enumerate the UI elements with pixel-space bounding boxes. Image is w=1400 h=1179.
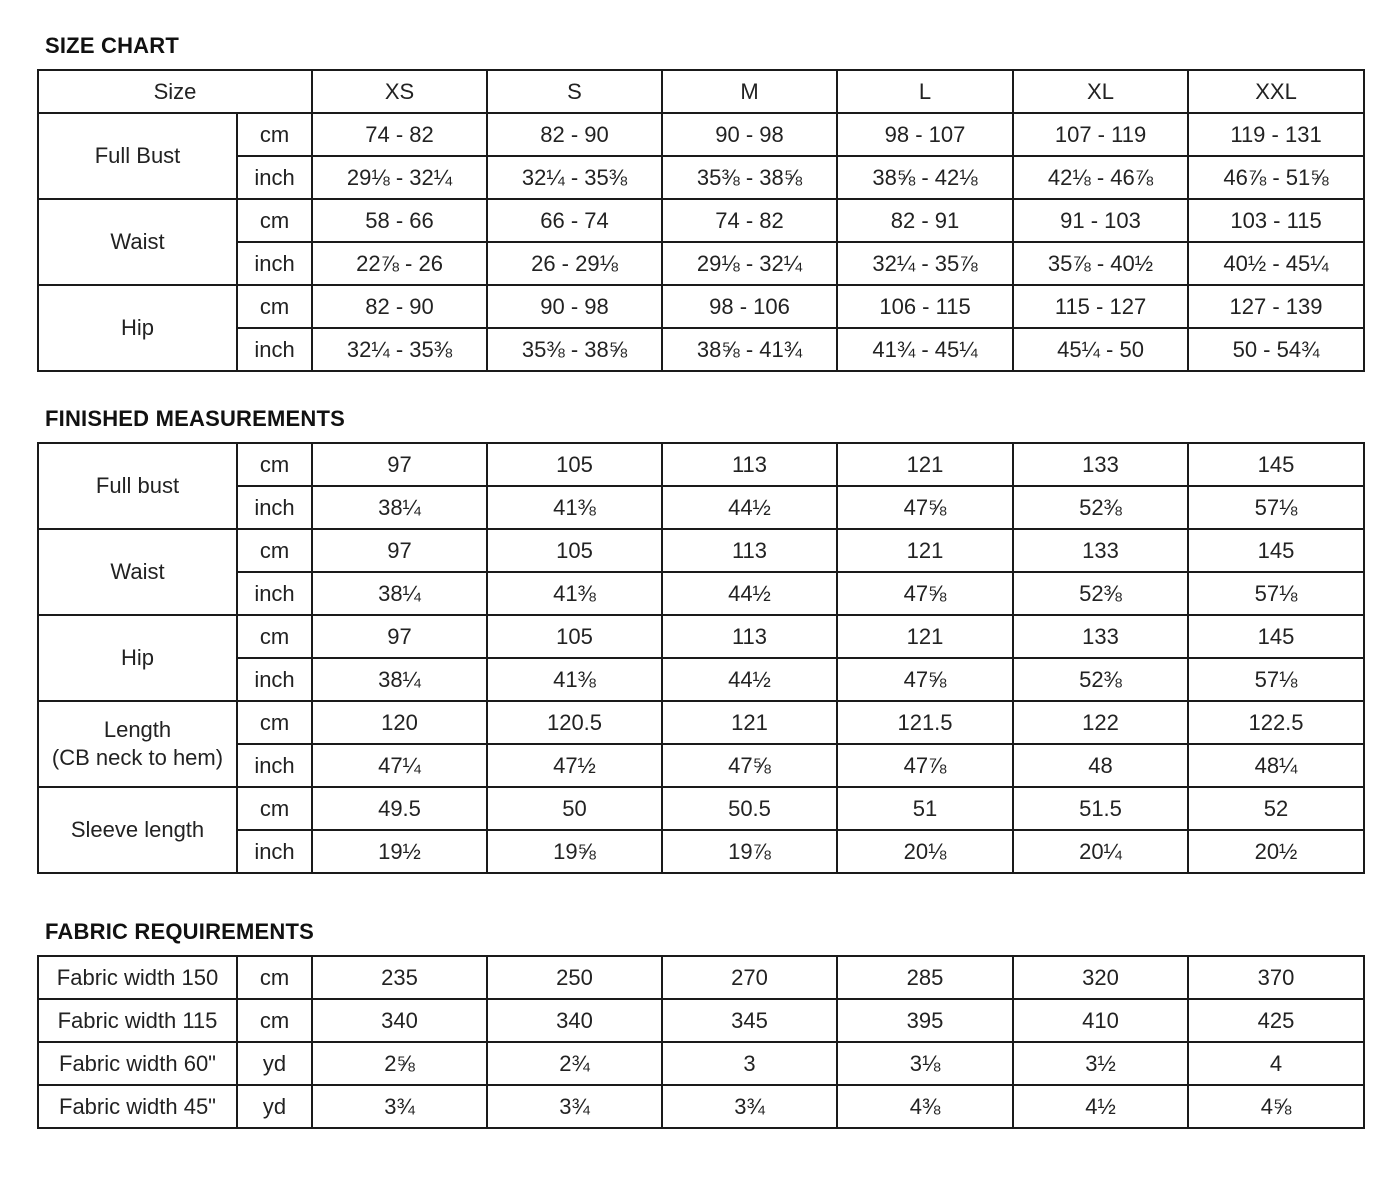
value-cell: 103 - 115	[1188, 199, 1364, 242]
value-cell: 50 - 54¾	[1188, 328, 1364, 371]
table-row	[38, 658, 1364, 701]
value-cell: 410	[1013, 999, 1188, 1042]
value-cell: 41⅜	[487, 572, 662, 615]
value-cell: 47¼	[312, 744, 487, 787]
unit-cell: inch	[237, 328, 312, 371]
size-column-header: S	[487, 70, 662, 113]
value-cell: 48¼	[1188, 744, 1364, 787]
table-row	[38, 830, 1364, 873]
value-cell: 3¾	[662, 1085, 837, 1128]
measurement-label-text: Full bust	[95, 473, 180, 498]
table-row	[38, 529, 1364, 572]
value-cell: 19½	[312, 830, 487, 873]
table-row	[38, 787, 1364, 830]
table-row	[38, 199, 1364, 242]
value-cell: 121	[837, 529, 1013, 572]
measurement-label-text: Full Bust	[94, 143, 181, 168]
value-cell: 425	[1188, 999, 1364, 1042]
value-cell: 26 - 29⅛	[487, 242, 662, 285]
value-cell: 52⅜	[1013, 572, 1188, 615]
value-cell: 145	[1188, 443, 1364, 486]
value-cell: 58 - 66	[312, 199, 487, 242]
value-cell: 47⅝	[837, 486, 1013, 529]
value-cell: 38¼	[312, 658, 487, 701]
value-cell: 32¼ - 35⅞	[837, 242, 1013, 285]
value-cell: 285	[837, 956, 1013, 999]
value-cell: 19⅞	[662, 830, 837, 873]
value-cell: 20⅛	[837, 830, 1013, 873]
value-cell: 51	[837, 787, 1013, 830]
value-cell: 40½ - 45¼	[1188, 242, 1364, 285]
table-row	[38, 156, 1364, 199]
table-row	[38, 999, 1364, 1042]
value-cell: 20¼	[1013, 830, 1188, 873]
value-cell: 370	[1188, 956, 1364, 999]
fabric-requirements-heading: FABRIC REQUIREMENTS	[45, 919, 315, 944]
value-cell: 57⅛	[1188, 486, 1364, 529]
unit-cell: cm	[237, 615, 312, 658]
size-column-header: XL	[1013, 70, 1188, 113]
table-row	[38, 486, 1364, 529]
value-cell: 3	[662, 1042, 837, 1085]
value-cell: 32¼ - 35⅜	[487, 156, 662, 199]
value-cell: 115 - 127	[1013, 285, 1188, 328]
table-row	[38, 615, 1364, 658]
measurement-label-text: Hip	[120, 315, 154, 340]
fabric-width-label: Fabric width 150	[38, 956, 237, 999]
value-cell: 32¼ - 35⅜	[312, 328, 487, 371]
fabric-requirements-table	[37, 955, 1365, 1129]
table-row	[38, 328, 1364, 371]
measurement-label-text: Waist	[110, 229, 165, 254]
value-cell: 120	[312, 701, 487, 744]
value-cell: 121	[837, 615, 1013, 658]
value-cell: 35⅜ - 38⅝	[662, 156, 837, 199]
value-cell: 97	[312, 529, 487, 572]
unit-cell: inch	[237, 156, 312, 199]
value-cell: 106 - 115	[837, 285, 1013, 328]
size-column-header: XXL	[1188, 70, 1364, 113]
value-cell: 82 - 91	[837, 199, 1013, 242]
value-cell: 50.5	[662, 787, 837, 830]
unit-cell: cm	[237, 701, 312, 744]
value-cell: 235	[312, 956, 487, 999]
value-cell: 19⅝	[487, 830, 662, 873]
value-cell: 107 - 119	[1013, 113, 1188, 156]
finished-measurements-table	[37, 442, 1365, 874]
value-cell: 270	[662, 956, 837, 999]
value-cell: 2⅝	[312, 1042, 487, 1085]
value-cell: 57⅛	[1188, 572, 1364, 615]
value-cell: 98 - 106	[662, 285, 837, 328]
size-column-header: XS	[312, 70, 487, 113]
value-cell: 57⅛	[1188, 658, 1364, 701]
value-cell: 82 - 90	[312, 285, 487, 328]
value-cell: 51.5	[1013, 787, 1188, 830]
unit-cell: yd	[237, 1085, 312, 1128]
value-cell: 3⅛	[837, 1042, 1013, 1085]
measurement-label	[38, 199, 237, 285]
size-chart-table	[37, 69, 1365, 372]
value-cell: 250	[487, 956, 662, 999]
value-cell: 49.5	[312, 787, 487, 830]
table-row	[38, 701, 1364, 744]
value-cell: 127 - 139	[1188, 285, 1364, 328]
value-cell: 29⅛ - 32¼	[662, 242, 837, 285]
table-row	[38, 113, 1364, 156]
value-cell: 3¾	[487, 1085, 662, 1128]
value-cell: 133	[1013, 615, 1188, 658]
measurement-label-text: Length	[103, 717, 172, 742]
value-cell: 29⅛ - 32¼	[312, 156, 487, 199]
value-cell: 122	[1013, 701, 1188, 744]
value-cell: 3¾	[312, 1085, 487, 1128]
value-cell: 145	[1188, 529, 1364, 572]
value-cell: 44½	[662, 486, 837, 529]
value-cell: 52⅜	[1013, 658, 1188, 701]
measurement-label	[38, 615, 237, 701]
fabric-width-label: Fabric width 115	[38, 999, 237, 1042]
measurement-label	[38, 529, 237, 615]
value-cell: 38¼	[312, 486, 487, 529]
measurement-label	[38, 113, 237, 199]
table-row	[38, 285, 1364, 328]
value-cell: 113	[662, 443, 837, 486]
value-cell: 91 - 103	[1013, 199, 1188, 242]
value-cell: 44½	[662, 658, 837, 701]
value-cell: 113	[662, 615, 837, 658]
unit-cell: inch	[237, 658, 312, 701]
value-cell: 340	[487, 999, 662, 1042]
value-cell: 121	[837, 443, 1013, 486]
size-column-header: L	[837, 70, 1013, 113]
measurement-label	[38, 443, 237, 529]
value-cell: 2¾	[487, 1042, 662, 1085]
value-cell: 320	[1013, 956, 1188, 999]
measurement-label	[38, 285, 237, 371]
value-cell: 22⅞ - 26	[312, 242, 487, 285]
value-cell: 119 - 131	[1188, 113, 1364, 156]
value-cell: 42⅛ - 46⅞	[1013, 156, 1188, 199]
size-chart-heading: SIZE CHART	[45, 33, 179, 58]
value-cell: 340	[312, 999, 487, 1042]
value-cell: 50	[487, 787, 662, 830]
value-cell: 395	[837, 999, 1013, 1042]
measurement-label	[38, 701, 237, 787]
value-cell: 45¼ - 50	[1013, 328, 1188, 371]
unit-cell: inch	[237, 486, 312, 529]
table-row	[38, 1042, 1364, 1085]
fabric-width-label: Fabric width 60"	[38, 1042, 237, 1085]
value-cell: 97	[312, 615, 487, 658]
unit-cell: cm	[237, 529, 312, 572]
table-row	[38, 1085, 1364, 1128]
value-cell: 47⅝	[837, 572, 1013, 615]
value-cell: 41⅜	[487, 658, 662, 701]
value-cell: 121.5	[837, 701, 1013, 744]
value-cell: 113	[662, 529, 837, 572]
value-cell: 52	[1188, 787, 1364, 830]
unit-cell: inch	[237, 744, 312, 787]
unit-cell: cm	[237, 443, 312, 486]
value-cell: 4⅜	[837, 1085, 1013, 1128]
value-cell: 35⅜ - 38⅝	[487, 328, 662, 371]
value-cell: 38¼	[312, 572, 487, 615]
value-cell: 105	[487, 443, 662, 486]
value-cell: 20½	[1188, 830, 1364, 873]
value-cell: 66 - 74	[487, 199, 662, 242]
measurement-sublabel-text: (CB neck to hem)	[51, 745, 224, 770]
value-cell: 133	[1013, 443, 1188, 486]
value-cell: 47⅝	[662, 744, 837, 787]
fabric-width-label: Fabric width 45"	[38, 1085, 237, 1128]
table-row	[38, 443, 1364, 486]
unit-cell: cm	[237, 199, 312, 242]
value-cell: 35⅞ - 40½	[1013, 242, 1188, 285]
value-cell: 48	[1013, 744, 1188, 787]
value-cell: 74 - 82	[312, 113, 487, 156]
value-cell: 120.5	[487, 701, 662, 744]
size-column-header: M	[662, 70, 837, 113]
measurement-label	[38, 787, 237, 873]
unit-cell: cm	[237, 113, 312, 156]
unit-cell: cm	[237, 285, 312, 328]
value-cell: 90 - 98	[487, 285, 662, 328]
value-cell: 41⅜	[487, 486, 662, 529]
unit-cell: inch	[237, 242, 312, 285]
unit-cell: yd	[237, 1042, 312, 1085]
value-cell: 46⅞ - 51⅝	[1188, 156, 1364, 199]
value-cell: 47⅝	[837, 658, 1013, 701]
value-cell: 3½	[1013, 1042, 1188, 1085]
value-cell: 4	[1188, 1042, 1364, 1085]
unit-cell: cm	[237, 956, 312, 999]
value-cell: 145	[1188, 615, 1364, 658]
value-cell: 47⅞	[837, 744, 1013, 787]
measurement-label-text: Hip	[120, 645, 154, 670]
value-cell: 105	[487, 529, 662, 572]
value-cell: 44½	[662, 572, 837, 615]
value-cell: 4⅝	[1188, 1085, 1364, 1128]
unit-cell: inch	[237, 830, 312, 873]
table-row	[38, 956, 1364, 999]
value-cell: 4½	[1013, 1085, 1188, 1128]
value-cell: 90 - 98	[662, 113, 837, 156]
value-cell: 97	[312, 443, 487, 486]
value-cell: 122.5	[1188, 701, 1364, 744]
value-cell: 41¾ - 45¼	[837, 328, 1013, 371]
table-row	[38, 572, 1364, 615]
value-cell: 345	[662, 999, 837, 1042]
value-cell: 38⅝ - 41¾	[662, 328, 837, 371]
unit-cell: inch	[237, 572, 312, 615]
value-cell: 47½	[487, 744, 662, 787]
unit-cell: cm	[237, 787, 312, 830]
value-cell: 38⅝ - 42⅛	[837, 156, 1013, 199]
finished-measurements-heading: FINISHED MEASUREMENTS	[45, 406, 345, 431]
measurement-label-text: Waist	[110, 559, 165, 584]
table-row	[38, 242, 1364, 285]
unit-cell: cm	[237, 999, 312, 1042]
header-row	[38, 70, 1364, 113]
size-header-label: Size	[38, 70, 312, 113]
value-cell: 52⅜	[1013, 486, 1188, 529]
table-row	[38, 744, 1364, 787]
value-cell: 98 - 107	[837, 113, 1013, 156]
value-cell: 74 - 82	[662, 199, 837, 242]
measurement-label-text: Sleeve length	[70, 817, 205, 842]
value-cell: 133	[1013, 529, 1188, 572]
value-cell: 82 - 90	[487, 113, 662, 156]
value-cell: 105	[487, 615, 662, 658]
value-cell: 121	[662, 701, 837, 744]
